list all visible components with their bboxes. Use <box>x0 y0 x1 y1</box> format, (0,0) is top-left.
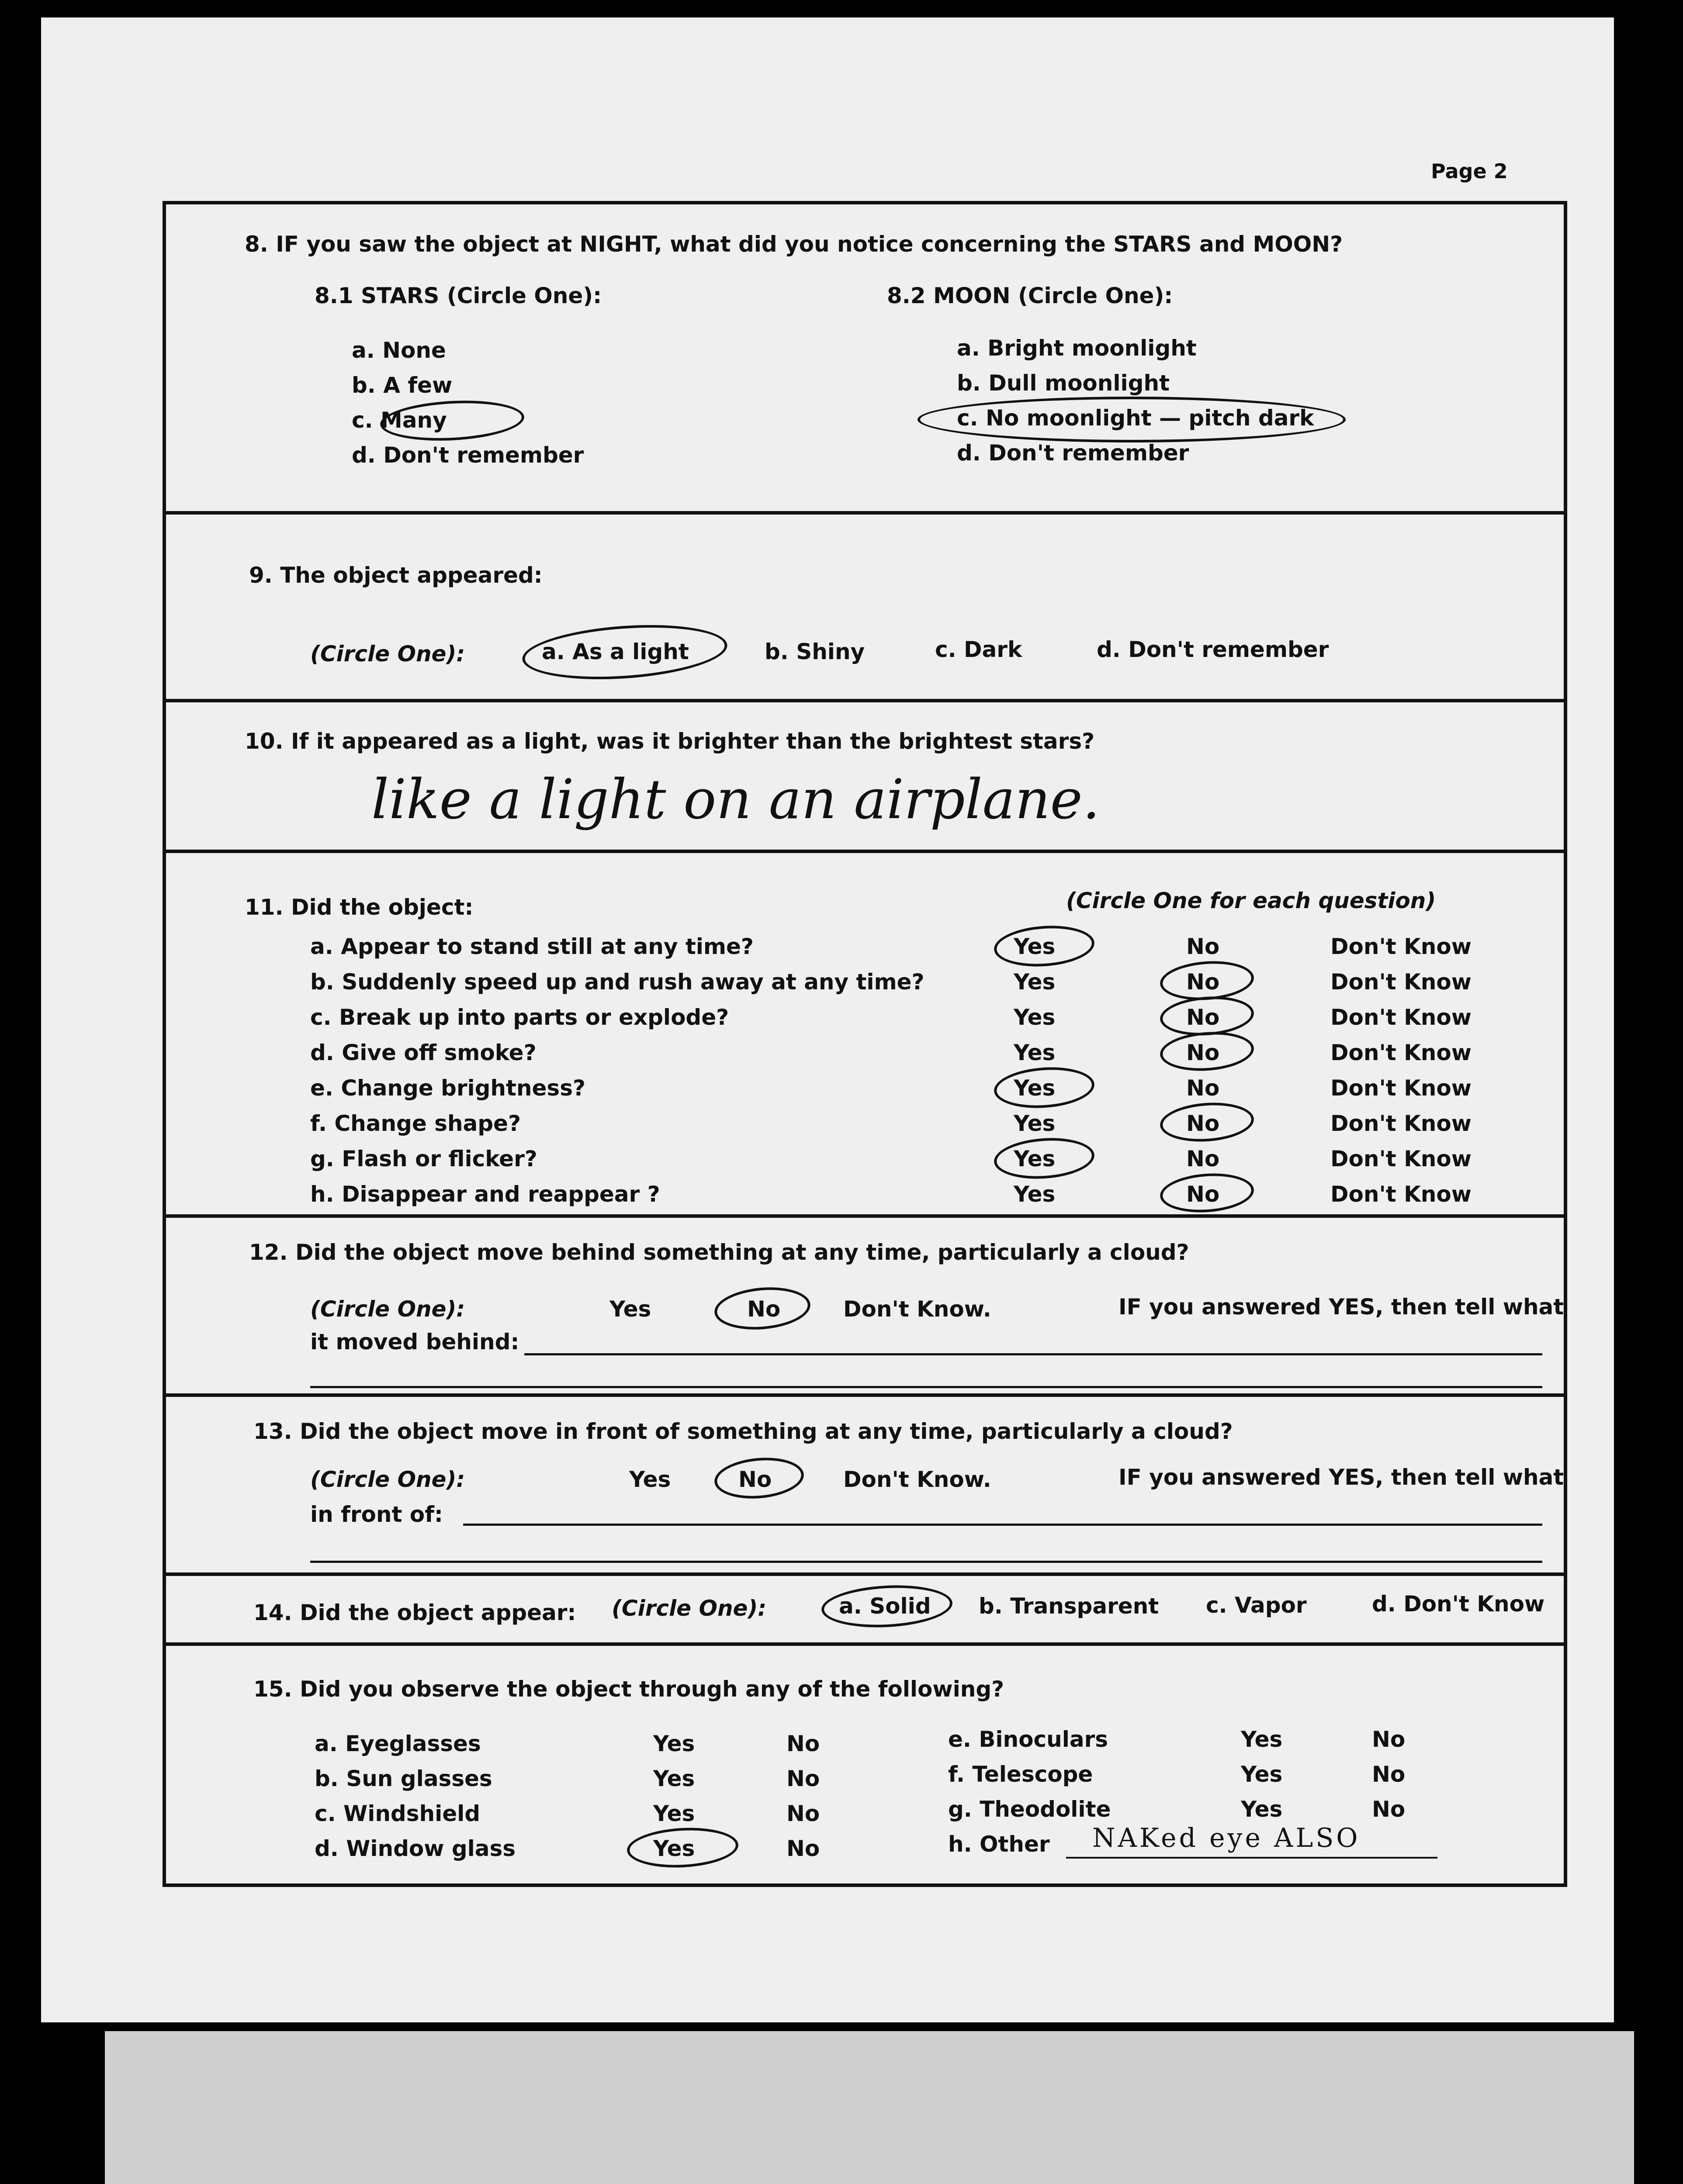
q12-answer-line-2 <box>310 1386 1542 1388</box>
q11-row-dont-know: Don't Know <box>1330 969 1472 995</box>
q11-no-selection-oval <box>1159 1171 1255 1216</box>
q12-selection-oval <box>713 1284 812 1334</box>
q15-right-no: No <box>1372 1727 1406 1752</box>
q12-no: No <box>747 1296 781 1322</box>
q11-row-yes: Yes <box>1014 969 1056 995</box>
q11-row-dont-know: Don't Know <box>1330 1111 1472 1136</box>
stars-option-c: c. Many <box>352 408 447 433</box>
stars-option-d: d. Don't remember <box>352 442 584 468</box>
q11-row-no: No <box>1186 1075 1220 1101</box>
q14-option-a: a. Solid <box>839 1593 931 1619</box>
q11-row-dont-know: Don't Know <box>1330 1146 1472 1171</box>
q15-other-label: h. Other <box>948 1832 1050 1857</box>
q10-handwritten-answer: like a light on an airplane. <box>371 768 1100 831</box>
q13-selection-oval <box>713 1454 805 1502</box>
stars-heading: 8.1 STARS (Circle One): <box>315 283 602 308</box>
q13-circle-label: (Circle One): <box>310 1467 465 1492</box>
q11-row-label: b. Suddenly speed up and rush away at any time? <box>310 969 925 995</box>
scan-border <box>105 2031 1634 2184</box>
question-9-section <box>166 515 1564 702</box>
q15-left-no: No <box>786 1836 820 1861</box>
q15-left-yes: Yes <box>653 1836 695 1861</box>
q15-right-label: f. Telescope <box>948 1762 1093 1787</box>
q11-row-no: No <box>1186 1182 1220 1207</box>
question-13-text: 13. Did the object move in front of something at any time, particularly a cloud? <box>253 1419 1233 1444</box>
q14-option-c: c. Vapor <box>1206 1593 1307 1618</box>
q11-row-no: No <box>1186 1005 1220 1030</box>
q15-right-no: No <box>1372 1797 1406 1822</box>
q13-answer-line-1 <box>463 1524 1542 1526</box>
stars-option-b: b. A few <box>352 373 453 398</box>
q14-circle-label: (Circle One): <box>612 1596 767 1621</box>
q15-left-label: a. Eyeglasses <box>315 1731 481 1756</box>
q11-row-yes: Yes <box>1014 1075 1056 1101</box>
q11-row-label: d. Give off smoke? <box>310 1040 537 1065</box>
q11-row-yes: Yes <box>1014 1005 1056 1030</box>
q11-row-label: e. Change brightness? <box>310 1075 585 1101</box>
q9-circle-label: (Circle One): <box>310 641 465 667</box>
q15-right-no: No <box>1372 1762 1406 1787</box>
question-8-section <box>166 204 1564 515</box>
q11-row-yes: Yes <box>1014 1182 1056 1207</box>
q12-yes: Yes <box>609 1296 651 1322</box>
q11-yes-selection-oval <box>993 1135 1096 1182</box>
q12-followup-line-label: it moved behind: <box>310 1329 519 1355</box>
q15-right-label: e. Binoculars <box>948 1727 1108 1752</box>
q11-row-dont-know: Don't Know <box>1330 1040 1472 1065</box>
q11-row-yes: Yes <box>1014 1146 1056 1171</box>
q15-right-yes: Yes <box>1241 1762 1283 1787</box>
question-10-section <box>166 702 1564 853</box>
q13-dont-know: Don't Know. <box>843 1467 991 1492</box>
q9-option-d: d. Don't remember <box>1097 637 1329 662</box>
q14-option-d: d. Don't Know <box>1372 1591 1545 1617</box>
q14-option-b: b. Transparent <box>979 1593 1159 1619</box>
question-12-text: 12. Did the object move behind something at any time, particularly a cloud? <box>249 1240 1189 1265</box>
q11-row-no: No <box>1186 1111 1220 1136</box>
q11-row-no: No <box>1186 1146 1220 1171</box>
page-number: Page 2 <box>1431 159 1508 183</box>
q12-followup: IF you answered YES, then tell what <box>1119 1294 1564 1320</box>
q13-no: No <box>738 1467 772 1492</box>
moon-option-d: d. Don't remember <box>957 440 1189 466</box>
q11-row-dont-know: Don't Know <box>1330 934 1472 959</box>
q11-no-selection-oval <box>1159 1029 1255 1074</box>
q15-left-label: d. Window glass <box>315 1836 516 1861</box>
stars-selection-oval <box>379 397 525 444</box>
q15-right-yes: Yes <box>1241 1727 1283 1752</box>
q11-row-yes: Yes <box>1014 1040 1056 1065</box>
q15-left-label: b. Sun glasses <box>315 1766 492 1791</box>
q11-row-dont-know: Don't Know <box>1330 1182 1472 1207</box>
q15-left-yes: Yes <box>653 1731 695 1756</box>
q11-row-no: No <box>1186 1040 1220 1065</box>
q11-yes-selection-oval <box>993 1064 1096 1111</box>
q11-no-selection-oval <box>1159 1100 1255 1145</box>
question-14-text: 14. Did the object appear: <box>253 1600 576 1625</box>
question-14-section <box>166 1576 1564 1646</box>
q11-row-no: No <box>1186 969 1220 995</box>
q11-row-label: g. Flash or flicker? <box>310 1146 537 1171</box>
question-11-text: 11. Did the object: <box>245 895 474 920</box>
q13-followup: IF you answered YES, then tell what <box>1119 1465 1564 1490</box>
question-11-section <box>166 853 1564 1218</box>
questionnaire-form <box>163 201 1567 1887</box>
q14-selection-oval <box>821 1582 954 1631</box>
question-13-section <box>166 1397 1564 1576</box>
q15-right-label: g. Theodolite <box>948 1797 1111 1822</box>
moon-option-a: a. Bright moonlight <box>957 335 1197 361</box>
moon-heading: 8.2 MOON (Circle One): <box>887 283 1173 308</box>
q11-row-dont-know: Don't Know <box>1330 1005 1472 1030</box>
question-10-text: 10. If it appeared as a light, was it brighter than the brightest stars? <box>245 729 1095 754</box>
question-15-text: 15. Did you observe the object through any of the following? <box>253 1676 1004 1702</box>
q13-answer-line-2 <box>310 1561 1542 1563</box>
q9-option-b: b. Shiny <box>765 639 865 664</box>
q11-row-label: f. Change shape? <box>310 1111 521 1136</box>
q11-row-no: No <box>1186 934 1220 959</box>
q15-left-no: No <box>786 1731 820 1756</box>
q15-yes-selection-oval <box>626 1825 739 1870</box>
q15-other-handwritten: NAKed eye ALSO <box>1092 1823 1361 1853</box>
q11-row-yes: Yes <box>1014 1111 1056 1136</box>
q15-left-yes: Yes <box>653 1766 695 1791</box>
q15-left-label: c. Windshield <box>315 1801 481 1826</box>
q15-left-no: No <box>786 1766 820 1791</box>
q13-yes: Yes <box>629 1467 671 1492</box>
q9-option-a: a. As a light <box>542 639 689 664</box>
q12-circle-label: (Circle One): <box>310 1296 465 1322</box>
moon-option-c: c. No moonlight — pitch dark <box>957 405 1314 431</box>
q11-yes-selection-oval <box>993 923 1096 970</box>
question-9-text: 9. The object appeared: <box>249 563 543 588</box>
q15-right-yes: Yes <box>1241 1797 1283 1822</box>
q11-row-label: c. Break up into parts or explode? <box>310 1005 729 1030</box>
q11-row-label: a. Appear to stand still at any time? <box>310 934 754 959</box>
q9-option-c: c. Dark <box>935 637 1022 662</box>
q11-row-label: h. Disappear and reappear ? <box>310 1182 660 1207</box>
q12-answer-line-1 <box>524 1353 1542 1355</box>
moon-selection-oval <box>918 397 1346 442</box>
question-15-section <box>166 1646 1564 1890</box>
q12-dont-know: Don't Know. <box>843 1296 991 1322</box>
question-8-text: 8. IF you saw the object at NIGHT, what did you notice concerning the STARS and MOON? <box>245 232 1343 257</box>
q15-left-yes: Yes <box>653 1801 695 1826</box>
moon-option-b: b. Dull moonlight <box>957 370 1170 396</box>
q13-followup-line-label: in front of: <box>310 1502 443 1527</box>
q11-row-yes: Yes <box>1014 934 1056 959</box>
q15-other-line <box>1066 1857 1437 1859</box>
q11-instruction: (Circle One for each question) <box>1066 888 1436 913</box>
question-12-section <box>166 1218 1564 1397</box>
q9-selection-oval <box>520 619 729 685</box>
q11-row-dont-know: Don't Know <box>1330 1075 1472 1101</box>
stars-option-a: a. None <box>352 338 446 363</box>
q15-left-no: No <box>786 1801 820 1826</box>
